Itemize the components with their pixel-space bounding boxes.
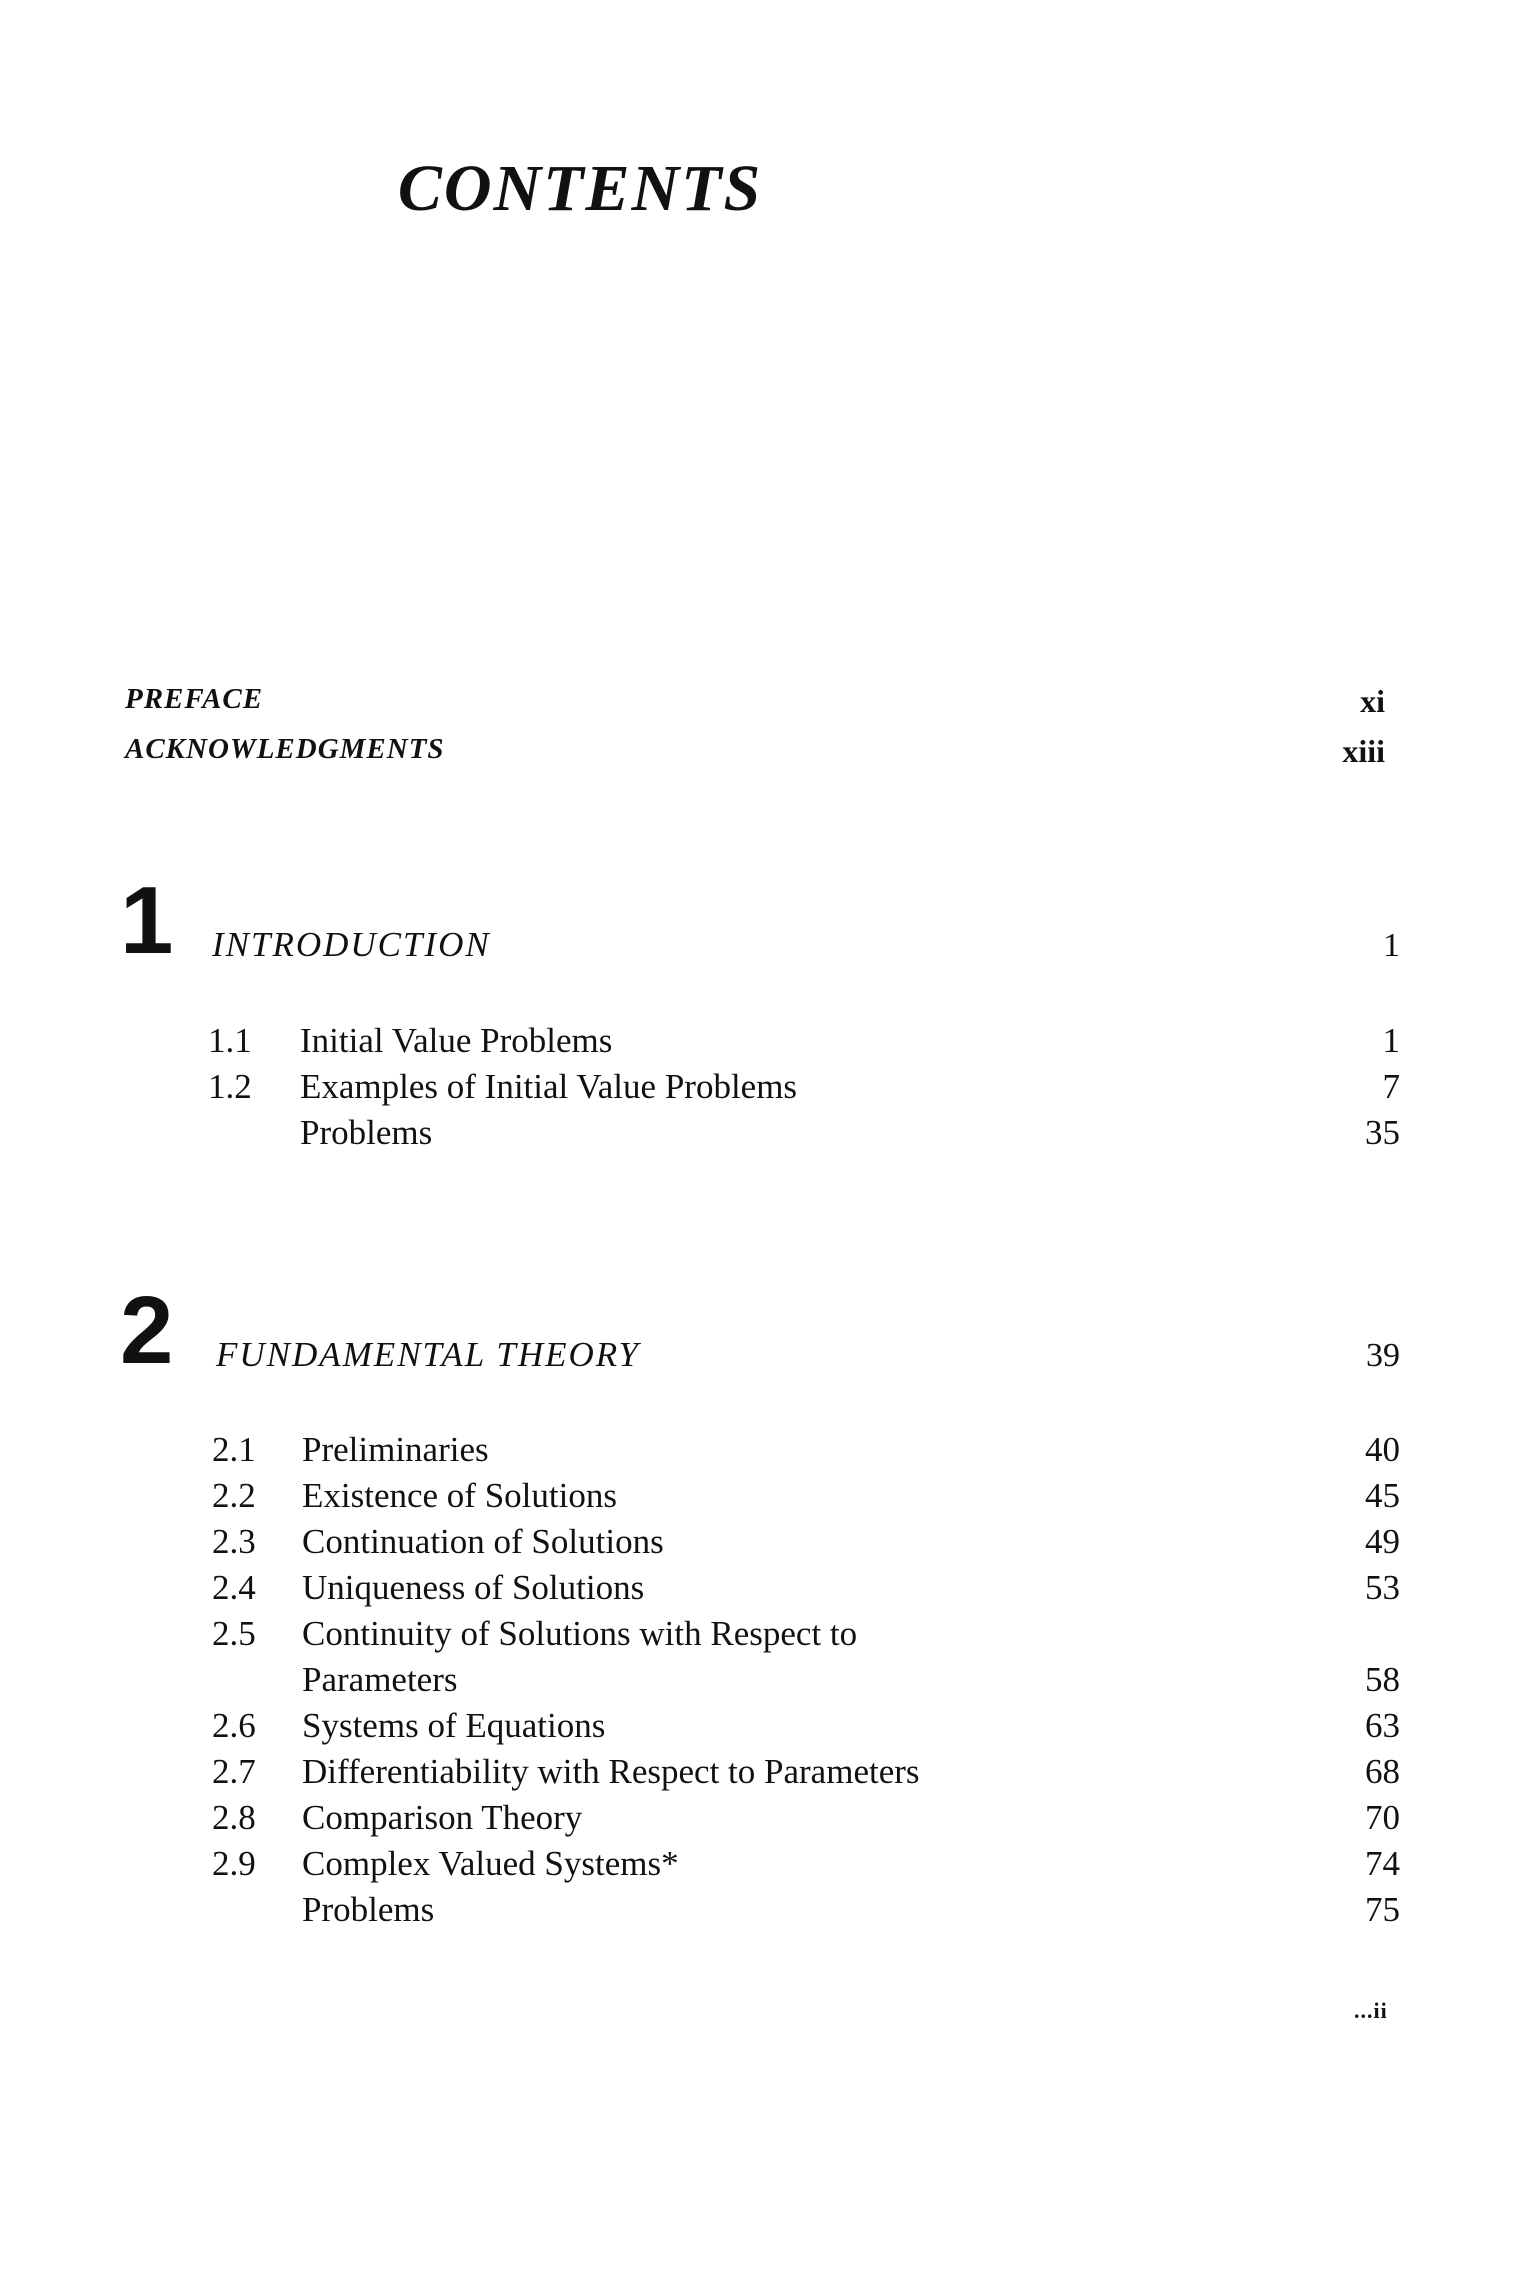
toc-entry [120,1473,1400,1519]
section-title: Differentiability with Respect to Parameters [302,1752,920,1791]
section-title: Initial Value Problems [300,1021,613,1060]
section-page: 49 [1365,1522,1400,1561]
section-list [120,1018,1400,1156]
chapter-heading [120,1277,1400,1385]
section-title: Examples of Initial Value Problems [300,1067,798,1106]
section-title: Complex Valued Systems* [302,1844,679,1883]
front-matter-acknowledgments [125,733,1385,773]
toc-entry [120,1018,1400,1064]
section-page: 40 [1365,1430,1400,1469]
front-matter-label: PREFACE [125,683,264,715]
toc-entry [120,1703,1400,1749]
chapter-title: FUNDAMENTAL THEORY [216,1335,640,1374]
section-number: 2.4 [212,1568,256,1607]
section-page: 75 [1365,1890,1400,1929]
toc-entry [120,1519,1400,1565]
section-page: 70 [1365,1798,1400,1837]
section-list [120,1427,1400,1933]
section-page: 58 [1365,1660,1400,1699]
section-title: Continuity of Solutions with Respect to [302,1614,858,1653]
toc-entry [120,1565,1400,1611]
front-matter-label: ACKNOWLEDGMENTS [125,733,445,765]
section-number: 1.1 [208,1021,252,1060]
chapter-number: 2 [120,1277,174,1384]
section-number: 2.7 [212,1752,256,1791]
toc-entry [120,1611,1400,1657]
toc-entry [120,1064,1400,1110]
section-number: 2.5 [212,1614,256,1653]
chapter-page: 39 [1366,1337,1400,1374]
section-number: 2.8 [212,1798,256,1837]
section-title: Uniqueness of Solutions [302,1568,645,1607]
toc-entry [120,1887,1400,1933]
section-number: 2.9 [212,1844,256,1883]
chapter-2 [120,1277,1400,1933]
section-title: Continuation of Solutions [302,1522,664,1561]
chapter-page: 1 [1383,927,1400,964]
section-page: 35 [1365,1113,1400,1152]
toc-entry [120,1749,1400,1795]
toc-entry [120,1427,1400,1473]
page-title: CONTENTS [397,152,763,226]
toc-entry [120,1841,1400,1887]
chapter-1 [120,867,1400,1156]
toc-entry [120,1795,1400,1841]
section-page: 53 [1365,1568,1400,1607]
section-number: 2.2 [212,1476,256,1515]
section-page: 7 [1382,1067,1400,1106]
chapter-heading [120,867,1400,975]
section-page: 74 [1365,1844,1400,1883]
section-number: 2.1 [212,1430,256,1469]
section-title: Problems [300,1113,433,1152]
section-title: Comparison Theory [302,1798,583,1837]
section-title: Systems of Equations [302,1706,606,1745]
toc-entry [120,1657,1400,1703]
section-title: Existence of Solutions [302,1476,617,1515]
section-page: 45 [1365,1476,1400,1515]
front-matter-preface [125,683,1385,723]
section-page: 1 [1382,1021,1400,1060]
chapter-title: INTRODUCTION [212,925,491,964]
front-matter-page: xiii [1342,733,1385,769]
section-page: 63 [1365,1706,1400,1745]
section-title: Parameters [302,1660,458,1699]
page-folio-mark: ...ii [1354,1998,1388,2023]
section-title: Preliminaries [302,1430,489,1469]
section-number: 2.6 [212,1706,256,1745]
section-page: 68 [1365,1752,1400,1791]
section-title: Problems [302,1890,435,1929]
section-number: 1.2 [208,1067,252,1106]
section-number: 2.3 [212,1522,256,1561]
chapter-number: 1 [120,867,174,974]
toc-entry [120,1110,1400,1156]
front-matter-page: xi [1360,683,1385,719]
